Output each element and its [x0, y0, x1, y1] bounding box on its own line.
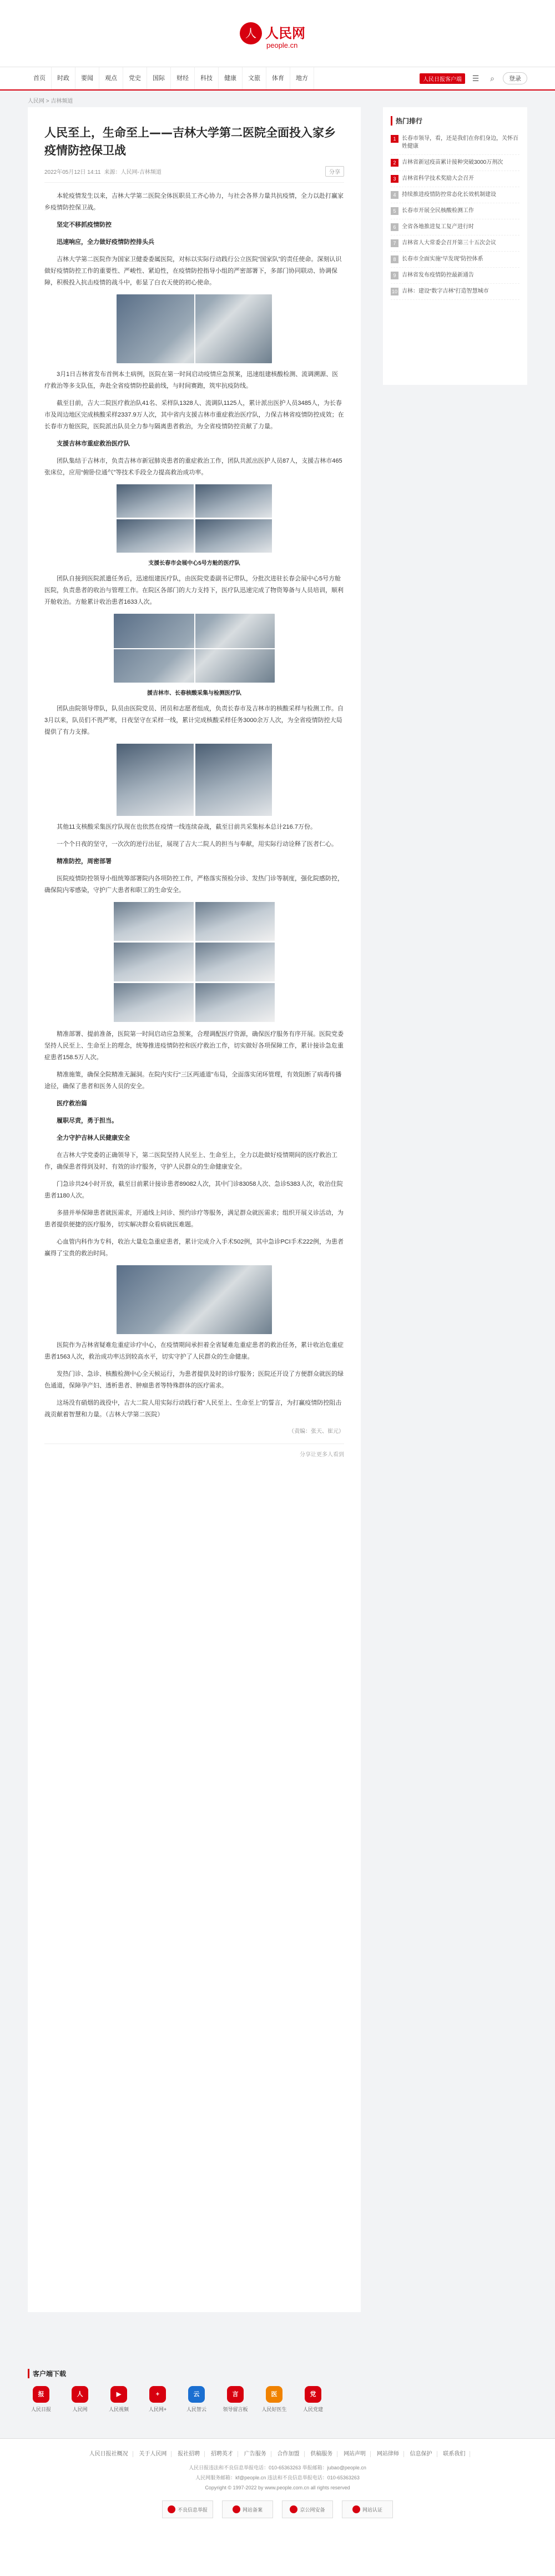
footer-link[interactable]: 广告服务: [240, 2451, 271, 2457]
badge-label: 网站认证: [362, 2507, 382, 2513]
rank-badge: 8: [391, 255, 398, 263]
search-icon[interactable]: ⌕: [490, 74, 495, 83]
grid-photo: [117, 484, 194, 518]
paragraph: 吉林大学第二医院作为国家卫健委委属医院，对标以实际行动践行公立医院“国家队”的责任使命。深刻认识做好疫情防控工作的重要性、严峻性、紧迫性，在疫情防控指导小组的严密部署下，多部门协同联动、协调保障，积极投入抗击疫情的战斗中，彰显了白衣天使的初心使命。: [44, 256, 342, 286]
photo-caption: 援吉林市、长春核酸采集与检测医疗队: [147, 690, 241, 696]
app-message-board[interactable]: [222, 2386, 249, 2413]
hot-list-text[interactable]: 吉林省新冠疫苗累计接种突破3000万剂次: [402, 159, 503, 166]
article-source[interactable]: 来源：人民网-吉林频道: [104, 169, 162, 176]
paragraph: 团队由院领导带队，队员由医院党员、团员和志愿者组成，负责长春市及吉林市的核酸采样与检测工作。自3月以来，队员们不畏严寒，日夜坚守在采样一线，累计完成核酸采样任务3000余万人次，为全省疫情防控大局提供了有力支撑。: [44, 705, 344, 735]
photo-grid: [114, 902, 275, 1022]
hot-list-item[interactable]: [391, 219, 519, 235]
footer-link[interactable]: 网站声明: [339, 2451, 371, 2457]
hot-list-item[interactable]: [391, 252, 519, 268]
section-heading: 支援吉林市重症救治医疗队: [57, 440, 130, 447]
rank-badge: 1: [391, 135, 398, 143]
paragraph: 医院疫情防控领导小组统筹部署院内各项防控工作，严格落实预检分诊、发热门诊等制度，强化院感防控，确保院内零感染，守护广大患者和职工的生命安全。: [44, 875, 344, 894]
logo-text-cn: 人民网: [265, 25, 305, 41]
hot-list-text[interactable]: 全省各地推进复工复产进行时: [402, 224, 474, 230]
grid-photo: [195, 983, 275, 1022]
main-nav: [0, 67, 555, 91]
hot-list-item[interactable]: [391, 268, 519, 284]
app-people-video[interactable]: [105, 2386, 132, 2413]
hot-list-text[interactable]: 吉林省科学技术奖励大会召开: [402, 176, 474, 182]
app-label: 人民好医生: [261, 2407, 287, 2412]
badge-icon: [168, 2505, 175, 2513]
paragraph: 精准部署、提前准备，医院第一时间启动应急预案，合理调配医疗资源，确保医疗服务有序开展。医院党委坚持人民至上、生命至上的理念，统筹推进疫情防控和医疗救治工作，切实做好各项保障工作，累计接诊急危重症患者158.5万人次。: [44, 1031, 344, 1061]
rank-badge: 5: [391, 207, 398, 215]
rank-badge: 4: [391, 191, 398, 199]
paragraph: 本轮疫情发生以来，吉林大学第二医院全体医职员工齐心协力，与社会各界力量共抗疫情，全力以赴打赢家乡疫情防控保卫战。: [44, 193, 344, 211]
hot-list-text[interactable]: 长春市开展全民核酸检测工作: [402, 208, 474, 214]
party-icon: 党: [305, 2386, 321, 2403]
logo-mark: 人: [240, 22, 262, 44]
app-zhiyun[interactable]: [183, 2386, 210, 2413]
rank-badge: 6: [391, 223, 398, 231]
footer-link[interactable]: 信息保护: [406, 2451, 437, 2457]
content-wrapper: [28, 107, 527, 2329]
footer-service: 人民网服务邮箱：kf@people.cn 违法和不良信息举报电话：010-65363263: [195, 2475, 360, 2480]
paragraph: 在吉林大学党委的正确领导下，第二医院坚持人民至上、生命至上，全力以赴做好疫情期间的医疗救治工作，确保患者得到及时、有效的诊疗服务，守护人民群众的生命健康安全。: [44, 1152, 337, 1170]
message-icon: 言: [227, 2386, 244, 2403]
paragraph: 截至目前，吉大二院医疗救治队41名、采样队1328人、流调队1125人，累计派出医护人员3485人，为长春市及周边地区完成核酸采样2337.9万人次，其中省内支援吉林市重症救治医疗队，力保吉林省疫情防控成效；在长春市方舱医院，医院派出队员全力参与隔离患者救治，为全省疫情防控贡献了力量。: [44, 400, 344, 430]
app-label: 人民网: [72, 2407, 88, 2412]
photo-grid: [117, 484, 272, 553]
grid-photo: [114, 943, 194, 981]
people-daily-icon: 报: [33, 2386, 49, 2403]
hot-list: [391, 131, 519, 300]
footer-badge[interactable]: [282, 2500, 333, 2518]
nav-item-opinion[interactable]: 观点: [99, 67, 123, 89]
hot-list-item[interactable]: [391, 203, 519, 219]
client-download: [28, 2369, 527, 2424]
hot-list-text[interactable]: 持续推进疫情防控常态化长效机制建设: [402, 192, 496, 198]
article-photo: [117, 1265, 272, 1334]
paragraph: 心血管内科作为专科，收治大量危急重症患者，累计完成介入手术502例，其中急诊PCI手术222例，为患者赢得了宝贵的救治时间。: [44, 1239, 344, 1257]
app-party-building[interactable]: [300, 2386, 326, 2413]
footer-badge[interactable]: [222, 2500, 273, 2518]
app-people-cn[interactable]: [67, 2386, 93, 2413]
app-label: 领导留言板: [223, 2407, 248, 2412]
doctor-icon: 医: [266, 2386, 282, 2403]
paragraph: 3月1日吉林省发布首例本土病例，医院在第一时间启动疫情应急预案，迅速组建核酸检测、流调溯源、医疗救治等多支队伍，奔赴全省疫情防控最前线，与时间赛跑，筑牢抗疫防线。: [44, 371, 339, 389]
nav-item-local[interactable]: 地方: [290, 67, 314, 89]
section-heading: 精准防控，周密部署: [57, 858, 112, 865]
nav-item-home[interactable]: 首页: [28, 67, 52, 89]
hot-list-item[interactable]: [391, 171, 519, 187]
hot-list-item[interactable]: [391, 155, 519, 171]
footer-copyright: Copyright © 1997-2022 by www.people.com.cn all rights reserved: [205, 2485, 350, 2490]
share-button[interactable]: 分享: [325, 166, 344, 177]
hot-list-text[interactable]: 吉林：建设“数字吉林”打造智慧城市: [402, 288, 489, 294]
footer-badges: [28, 2500, 527, 2518]
app-label: 人民网+: [148, 2407, 167, 2412]
hot-list-item[interactable]: [391, 187, 519, 203]
cloud-icon: 云: [188, 2386, 205, 2403]
article-photo: [114, 614, 275, 683]
hot-list-item[interactable]: [391, 235, 519, 252]
login-button[interactable]: 登录: [503, 72, 527, 84]
grid-photo: [195, 943, 275, 981]
app-people-daily[interactable]: [28, 2386, 54, 2413]
video-icon: ▶: [110, 2386, 127, 2403]
rank-badge: 7: [391, 239, 398, 247]
footer-link[interactable]: 人民日报社概况: [85, 2451, 133, 2457]
hot-list-item[interactable]: [391, 131, 519, 155]
badge-label: 网站备案: [242, 2507, 263, 2513]
article-meta: [44, 166, 344, 183]
article-photo: [117, 294, 272, 363]
grid-photo: [195, 744, 273, 816]
footer-badge[interactable]: [342, 2500, 393, 2518]
site-footer: [0, 2438, 555, 2576]
people-plus-icon: +: [149, 2386, 166, 2403]
paragraph: 团队集结于吉林市，负责吉林市新冠肺炎患者的重症救治工作，团队共派出医护人员87人，支援吉林市465张床位，应用“俯卧位通气”等技术手段全力提高救治成功率。: [44, 458, 342, 476]
rank-badge: 2: [391, 159, 398, 167]
people-cn-icon: 人: [72, 2386, 88, 2403]
section-heading: 迅速响应，全力做好疫情防控排头兵: [57, 239, 154, 245]
badge-icon: [233, 2505, 240, 2513]
paragraph: 发热门诊、急诊、核酸检测中心全天候运行，为患者提供及时的诊疗服务；医院还开设了方便群众就医的绿色通道，保障孕产妇、透析患者、肿瘤患者等特殊群体的医疗需求。: [44, 1371, 344, 1389]
grid-photo: [195, 902, 275, 941]
section-heading: 全力守护吉林人民健康安全: [57, 1135, 130, 1141]
nav-item-news[interactable]: 要闻: [75, 67, 99, 89]
footer-link[interactable]: 网站律师: [372, 2451, 404, 2457]
share-prompt[interactable]: 分享让更多人看到: [44, 1444, 344, 1458]
sidebar: [383, 107, 527, 385]
paragraph: 其他11支核酸采集医疗队现在也依然在疫情一线连续奋战，截至目前共采集标本总计216.7万份。: [57, 824, 316, 830]
hot-list-text[interactable]: 长春市领导，看，还是我们在你们身边，关怀百姓健康: [402, 136, 518, 149]
site-logo[interactable]: [240, 20, 317, 53]
grid-photo: [195, 519, 273, 553]
footer-link[interactable]: 合作加盟: [273, 2451, 305, 2457]
badge-label: 不良信息举报: [177, 2507, 208, 2513]
paragraph: 门急诊共24小时开放，截至目前累计接诊患者89082人次，其中门诊83058人次、急诊5383人次，收治住院患者1180人次。: [44, 1181, 343, 1199]
breadcrumb[interactable]: 人民网 > 吉林频道: [28, 98, 73, 104]
badge-icon: [352, 2505, 360, 2513]
badge-icon: [290, 2505, 297, 2513]
article-date: 2022年05月12日 14:11: [44, 169, 101, 176]
rank-badge: 10: [391, 289, 397, 294]
app-label: 人民日报: [31, 2407, 51, 2412]
grid-photo: [117, 519, 194, 553]
footer-link[interactable]: 招聘英才: [206, 2451, 238, 2457]
photo-caption: 支援长春市会展中心5号方舱的医疗队: [148, 560, 240, 567]
badge-label: 京公网安备: [300, 2507, 325, 2513]
nav-item-party[interactable]: 党史: [123, 67, 147, 89]
logo-text-en: people.cn: [266, 41, 298, 49]
grid-photo: [114, 902, 194, 941]
footer-link[interactable]: 关于人民网: [134, 2451, 171, 2457]
footer-links: [28, 2449, 527, 2457]
nav-item-politics[interactable]: 时政: [52, 67, 75, 89]
nav-item-international[interactable]: 国际: [147, 67, 171, 89]
paragraph: 多措并举保障患者就医需求，开通线上问诊、预约诊疗等服务，满足群众就医需求；组织开展义诊活动，为患者提供便捷的医疗服务，切实解决群众看病就医难题。: [44, 1210, 344, 1228]
hot-list-text[interactable]: 吉林省发布疫情防控最新通告: [402, 272, 474, 278]
menu-icon[interactable]: ☰: [472, 74, 480, 83]
paragraph: 医院作为吉林省疑难危重症诊疗中心，在疫情期间承担着全省疑难危重症患者的救治任务，累计收治危重症患者1563人次，救治成功率达到较高水平，切实守护了人民群众的生命健康。: [44, 1342, 344, 1360]
photo-grid: [117, 744, 272, 816]
nav-item-tech[interactable]: 科技: [195, 67, 219, 89]
client-title: 客户端下载: [28, 2369, 527, 2378]
app-label: 人民智云: [186, 2407, 206, 2412]
sidebar-title: 热门排行: [391, 116, 519, 126]
grid-photo: [114, 983, 194, 1022]
nav-item-health[interactable]: 健康: [219, 67, 243, 89]
rank-badge: 3: [391, 175, 398, 183]
hot-list-text[interactable]: 吉林省人大常委会召开第三十五次会议: [402, 240, 496, 246]
app-download-badge[interactable]: 人民日报客户端: [420, 73, 465, 84]
footer-link[interactable]: 报社招聘: [173, 2451, 205, 2457]
hot-list-item[interactable]: [391, 284, 519, 300]
site-header: [0, 0, 555, 67]
section-heading: 坚定不移抓疫情防控: [57, 222, 112, 228]
article: [28, 107, 361, 2312]
editor-credit: （责编：张天、崔元）: [289, 1429, 344, 1435]
paragraph: 精准施策，确保全院精准无漏洞。在院内实行“三区两通道”布局，全面落实闭环管理，有效阻断了病毒传播途径，确保了患者和医务人员的安全。: [44, 1071, 342, 1090]
section-heading: 履职尽责，勇于担当。: [57, 1117, 118, 1124]
grid-photo: [195, 484, 273, 518]
paragraph: 团队自接到医院派遣任务后，迅速组建医疗队，由医院党委副书记带队，分批次进驻长春会展中心5号方舱医院，负责患者的收治与管理工作。在院区各部门的大力支持下，医疗队迅速完成了物资筹备与人员培训，顺利开舱收治。方舱累计收治患者1633人次。: [44, 575, 344, 605]
app-label: 人民视频: [108, 2407, 129, 2412]
footer-report: 人民日报违法和不良信息举报电话：010-65363263 举报邮箱：jubao@people.cn: [189, 2465, 366, 2470]
hot-list-text[interactable]: 长春市全面实施“早发现”防控体系: [402, 256, 483, 262]
app-label: 人民党建: [302, 2407, 323, 2412]
footer-link[interactable]: 联系我们: [438, 2451, 470, 2457]
app-good-doctor[interactable]: [261, 2386, 287, 2413]
rank-badge: 9: [391, 272, 398, 279]
app-people-plus[interactable]: [144, 2386, 171, 2413]
nav-item-sports[interactable]: 体育: [266, 67, 290, 89]
section-heading: 医疗救治篇: [57, 1100, 87, 1107]
nav-item-culture[interactable]: 文旅: [243, 67, 266, 89]
article-title: 人民至上，生命至上——吉林大学第二医院全面投入家乡疫情防控保卫战: [44, 126, 336, 157]
footer-link[interactable]: 供稿服务: [306, 2451, 337, 2457]
nav-item-finance[interactable]: 财经: [171, 67, 195, 89]
footer-badge[interactable]: [162, 2500, 213, 2518]
grid-photo: [117, 744, 194, 816]
paragraph: 这场没有硝烟的战役中，吉大二院人用实际行动践行着“人民至上、生命至上”的誓言，为打赢疫情防控阻击战贡献着智慧和力量。（吉林大学第二医院）: [44, 1400, 342, 1418]
paragraph: 一个个日夜的坚守，一次次的逆行出征，展现了吉大二院人的担当与奉献，用实际行动诠释了医者仁心。: [57, 841, 337, 848]
